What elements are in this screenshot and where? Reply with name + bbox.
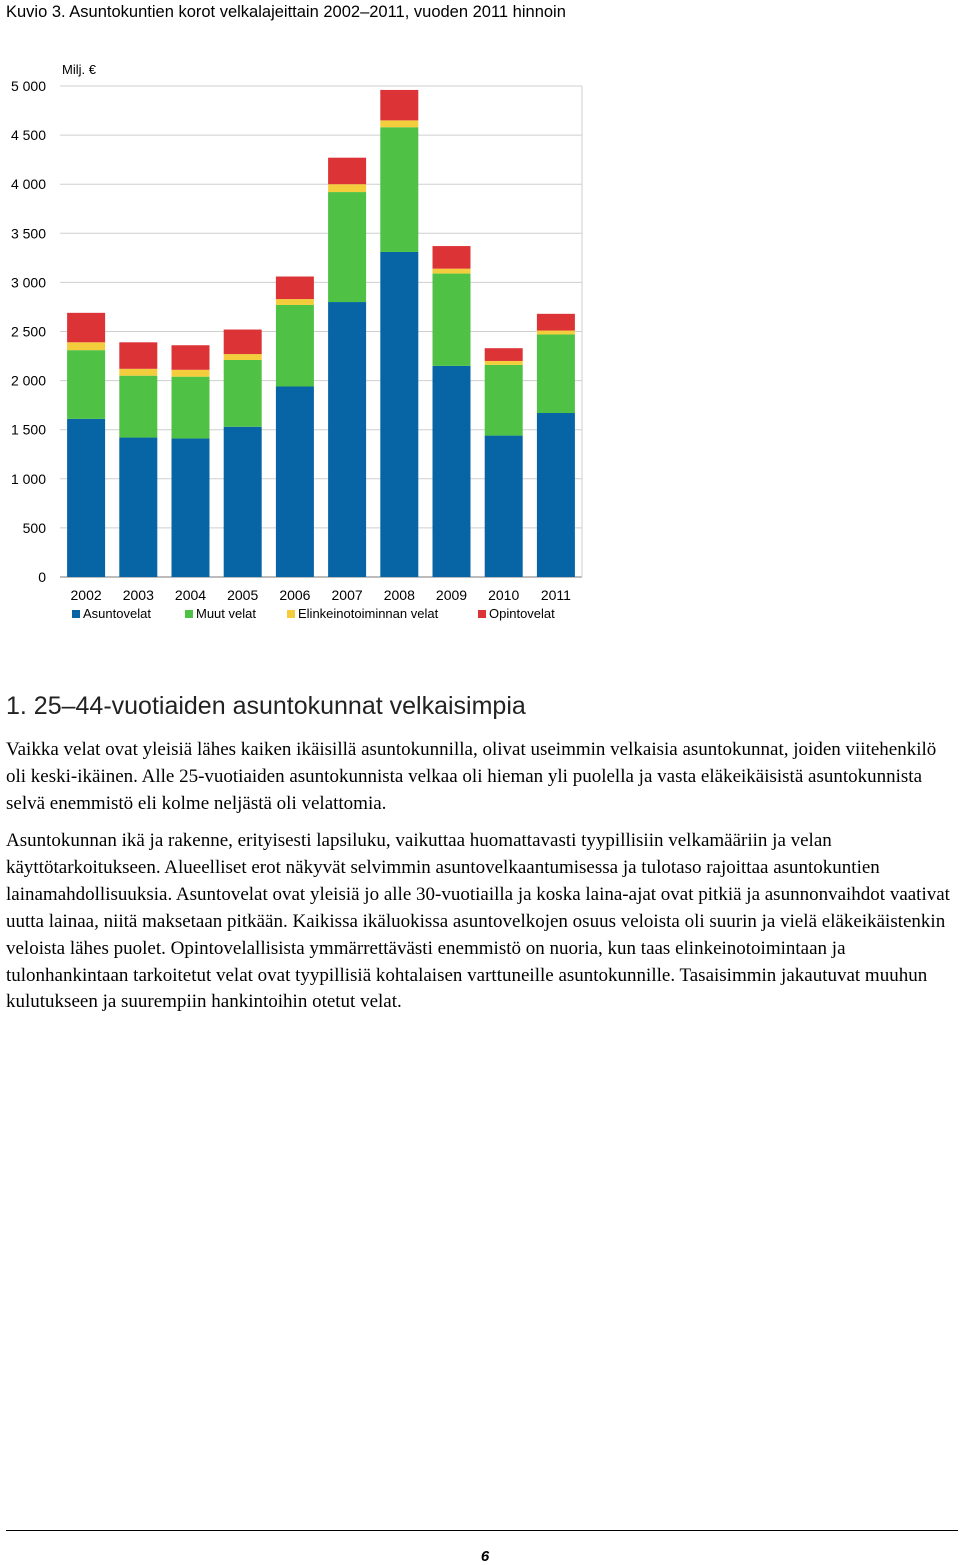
figure-title: Kuvio 3. Asuntokuntien korot velkalajeittain 2002–2011, vuoden 2011 hinnoin [6, 3, 566, 21]
body-paragraph: Asuntokunnan ikä ja rakenne, erityisesti lapsiluku, vaikuttaa huomattavasti tyypillisiin velkamääriin ja velan käyttötarkoitukseen. Alueelliset erot näkyvät selvimmin asuntovelkaantumisessa ja tulotaso rajoittaa asuntokuntien lainamahdollisuuksia. Asuntovelat ovat yleisiä jo alle 30-vuotiailla ja koska laina-ajat ovat pitkiä ja asunnonvaihdot vaativat uutta lainaa, niitä maksetaan pitkään. Kaikissa ikäluokissa asuntovelkojen osuus veloista oli suurin ja vielä eläkeikäistenkin veloista lähes puolet. Opintovelallisista ymmärrettävästi enemmistö on nuoria, kun taas elinkeinotoimintaan ja tulonhankintaan tarkoitetut velat ovat tyypillisiä kohtalaisen varttuneille asuntokunnille. Tasaisimmin jakautuvat muuhun kulutukseen ja suurempiin hankintoihin otetut velat. [6, 830, 950, 1013]
bar-segment [433, 274, 471, 366]
x-tick-label: 2003 [122, 587, 154, 603]
y-tick-label: 3 000 [10, 274, 46, 291]
legend-label: Muut velat [196, 606, 256, 621]
bar-segment [380, 127, 418, 252]
y-axis-unit-label: Milj. € [62, 62, 96, 77]
legend-label: Opintovelat [489, 606, 555, 621]
bar-segment [224, 427, 262, 577]
y-tick-label: 4 500 [10, 127, 46, 144]
bar-segment [537, 334, 575, 413]
bar-segment [67, 419, 105, 577]
bar-segment [380, 252, 418, 577]
bar-segment [172, 345, 210, 370]
bar-segment [537, 314, 575, 331]
bar-segment [276, 277, 314, 300]
bar-segment [67, 313, 105, 342]
bar-segment [485, 365, 523, 436]
x-tick-label: 2010 [488, 587, 520, 603]
bar-segment [67, 342, 105, 350]
bar-segment [172, 377, 210, 439]
bar-segment [328, 158, 366, 185]
body-paragraph: Vaikka velat ovat yleisiä lähes kaiken ikäisillä asuntokunnilla, olivat useimmin velkaisia asuntokunnat, joiden viitehenkilö oli keski-ikäinen. Alle 25-vuotiaiden asuntokunnista velkaa oli hieman yli puolella ja vasta eläkeikäisistä asuntokunnista selvä enemmistö eli kolme neljästä oli velattomia. [6, 739, 937, 814]
x-tick-label: 2007 [331, 587, 363, 603]
x-tick-label: 2006 [279, 587, 311, 603]
y-tick-label: 2 500 [10, 323, 46, 340]
bar-segment [328, 302, 366, 577]
bar-segment [485, 361, 523, 365]
page-number: 6 [480, 1548, 490, 1565]
bar-segment [328, 184, 366, 192]
y-tick-label: 1 500 [10, 421, 46, 438]
bar-segment [485, 348, 523, 361]
x-tick-label: 2008 [383, 587, 415, 603]
chart-legend [72, 606, 555, 621]
bar-segment [485, 436, 523, 577]
bar-segment [328, 192, 366, 302]
y-axis-tick-labels [11, 78, 46, 585]
x-tick-label: 2004 [174, 587, 207, 603]
chart-bars [67, 90, 575, 577]
bar-segment [224, 354, 262, 360]
x-tick-label: 2011 [540, 587, 571, 603]
bar-segment [119, 369, 157, 376]
section-heading: 1. 25–44-vuotiaiden asuntokunnat velkaisimpia [6, 692, 526, 720]
x-tick-label: 2002 [70, 587, 102, 603]
bar-segment [276, 386, 314, 577]
bar-segment [537, 413, 575, 577]
bar-segment [433, 366, 471, 577]
bar-segment [119, 342, 157, 369]
stacked-bar-chart [0, 55, 600, 630]
bar-segment [172, 439, 210, 577]
y-tick-label: 4 000 [10, 176, 46, 193]
legend-label: Elinkeinotoiminnan velat [298, 606, 439, 621]
legend-swatch [72, 610, 80, 618]
y-tick-label: 0 [38, 569, 46, 585]
x-tick-label: 2009 [435, 587, 468, 603]
y-tick-label: 2 000 [10, 372, 46, 389]
footer-divider [6, 1530, 958, 1531]
bar-segment [380, 90, 418, 120]
bar-segment [433, 269, 471, 274]
legend-label: Asuntovelat [83, 606, 151, 621]
bar-segment [67, 350, 105, 419]
bar-segment [433, 246, 471, 269]
x-tick-label: 2005 [227, 587, 259, 603]
y-tick-label: 3 500 [10, 225, 46, 242]
bar-segment [172, 370, 210, 377]
bar-segment [537, 331, 575, 335]
y-tick-label: 5 000 [10, 78, 46, 94]
bar-segment [119, 376, 157, 438]
bar-segment [276, 299, 314, 305]
bar-segment [224, 360, 262, 427]
bar-segment [380, 120, 418, 127]
legend-swatch [185, 610, 193, 618]
bar-segment [224, 330, 262, 355]
y-tick-label: 1 000 [10, 470, 46, 487]
legend-swatch [478, 610, 486, 618]
y-tick-label: 500 [22, 519, 46, 536]
bar-segment [119, 438, 157, 577]
x-axis-tick-labels [71, 587, 572, 603]
bar-segment [276, 305, 314, 387]
legend-swatch [287, 610, 295, 618]
